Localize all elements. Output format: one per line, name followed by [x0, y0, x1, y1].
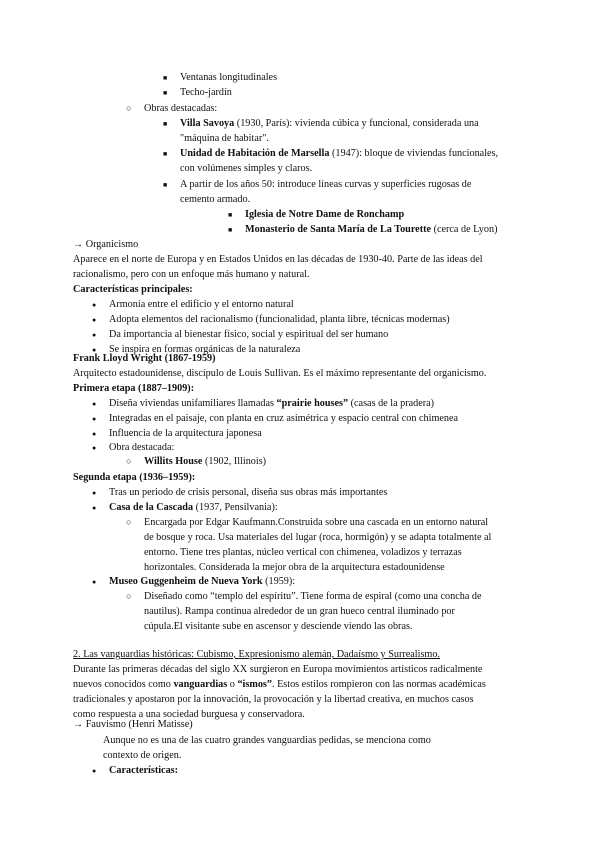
iglesia-ronchamp: ■ Iglesia de Notre Dame de Ronchamp	[245, 208, 404, 223]
vanguardias-p2: nuevos conocidos como vanguardias o “ismos”. Estos estilos rompieron con las normas académicas	[73, 679, 486, 690]
obra-destacada-item: ● Obra destacada:	[109, 441, 174, 456]
caracteristicas-label: Características principales:	[73, 284, 193, 295]
primera-etapa-label: Primera etapa (1887–1909):	[73, 383, 195, 394]
unidad-habitacion-item: ■ Unidad de Habitación de Marsella (1947): bloque de viviendas funcionales,	[180, 147, 498, 162]
flw-text: Arquitecto estadounidense, discípulo de Louis Sullivan. Es el máximo representante del organicismo.	[73, 368, 487, 379]
organicismo-intro-1: Aparece en el norte de Europa y en Estados Unidos en las décadas de 1930-40. Parte de las ideas del	[73, 254, 483, 265]
fauvismo-text-2: contexto de origen.	[103, 750, 182, 761]
crisis-personal-item: ● Tras un periodo de crisis personal, diseña sus obras más importantes	[109, 486, 387, 501]
segunda-etapa-label: Segunda etapa (1936–1959):	[73, 472, 196, 483]
fauvismo-caract-label: ● Características:	[109, 764, 178, 779]
prairie-houses-item: ● Diseña viviendas unifamiliares llamadas “prairie houses” (casas de la pradera)	[109, 397, 434, 412]
monasterio-tourette: ■ Monasterio de Santa María de La Tourette (cerca de Lyon)	[245, 223, 497, 238]
villa-savoya-cont: "máquina de habitar".	[180, 133, 269, 144]
fauvismo-heading: → Fauvismo (Henri Matisse)	[73, 719, 193, 730]
integradas-item: ● Integradas en el paisaje, con planta en cruz asimétrica y espacio central con chimenea	[109, 412, 458, 427]
vanguardias-heading: 2. Las vanguardias históricas: Cubismo, Expresionismo alemán, Dadaísmo y Surrealismo.	[73, 649, 440, 660]
guggen-desc-3: cúpula.El visitante sube en ascensor y desciende viendo las obras.	[144, 621, 413, 632]
vanguardias-p4: como respuesta a una sociedad burguesa y conservadora.	[73, 709, 305, 720]
villa-savoya-item: ■ Villa Savoya (1930, París): vivienda cúbica y funcional, considerada una	[180, 117, 526, 132]
fauvismo-text-1: Aunque no es una de las cuatro grandes vanguardias pedidas, se menciona como	[103, 735, 431, 746]
caract-item-4: ● Se inspira en formas orgánicas de la naturaleza	[109, 343, 300, 358]
flw-heading: Frank Lloyd Wright (1867-1959)	[73, 353, 216, 364]
guggen-desc-1: ○ Diseñado como “templo del espíritu”. Tiene forma de espiral (como una concha de	[144, 590, 482, 605]
vanguardias-p1: Durante las primeras décadas del siglo XX surgieron en Europa movimientos artísticos radicalmente	[73, 664, 483, 675]
obras-destacadas-label: ○ Obras destacadas:	[144, 102, 217, 117]
cascada-desc-3: entorno. Tiene tres plantas, núcleo vertical con chimenea, voladizos y terrazas	[144, 547, 462, 558]
cascada-desc-2: de bosque y roca. Usa materiales del lugar (roca, hormigón) y se adapta totalmente al	[144, 532, 492, 543]
cascada-desc-4: horizontales. Considerada la mejor obra de la arquitectura estadounidense	[144, 562, 445, 573]
organicismo-intro-2: racionalismo, pero con un enfoque más humano y natural.	[73, 269, 310, 280]
casa-cascada-item: ● Casa de la Cascada (1937, Pensilvania):	[109, 501, 278, 516]
influencia-japonesa-item: ● Influencia de la arquitectura japonesa	[109, 427, 262, 442]
caract-item-1: ● Armonía entre el edificio y el entorno natural	[109, 298, 294, 313]
bullet-techo: ■ Techo-jardín	[180, 86, 232, 101]
cascada-desc-1: ○ Encargada por Edgar Kaufmann.Construida sobre una cascada en un entorno natural	[144, 516, 488, 531]
bullet-ventanas: ■ Ventanas longitudinales	[180, 71, 277, 86]
anos-50-cont: cemento armado.	[180, 194, 251, 205]
caract-item-3: ● Da importancia al bienestar físico, social y espiritual del ser humano	[109, 328, 388, 343]
caract-item-2: ● Adopta elementos del racionalismo (funcionalidad, planta libre, técnicas modernas)	[109, 313, 450, 328]
vanguardias-p3: tradicionales y apostaron por la innovación, la provocación y la libertad creativa, en muchos casos	[73, 694, 474, 705]
anos-50-item: ■ A partir de los años 50: introduce líneas curvas y superficies rugosas de	[180, 178, 471, 193]
guggen-desc-2: nautilus). Rampa continua alrededor de un gran hueco central iluminado por	[144, 606, 455, 617]
organicismo-heading: → Organicismo	[73, 239, 139, 250]
willits-house-item: ○ Willits House (1902, Illinois)	[144, 455, 266, 470]
unidad-habitacion-cont: con volúmenes simples y claros.	[180, 163, 313, 174]
guggenheim-item: ● Museo Guggenheim de Nueva York (1959):	[109, 575, 295, 590]
